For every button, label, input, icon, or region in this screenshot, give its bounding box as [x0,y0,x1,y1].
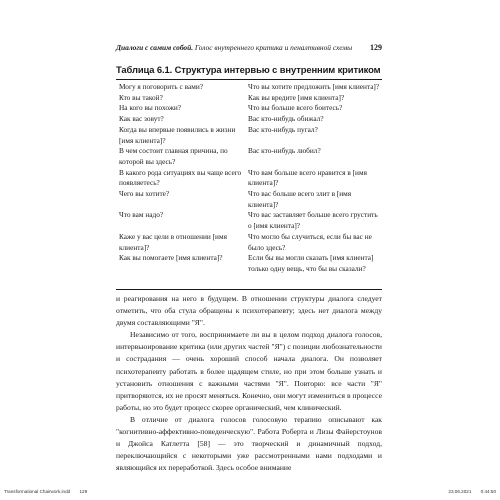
table-row [119,93,381,104]
paragraph: В отличие от диалога голосов голосовую терапию описывают как "когнитивно-аффективно-поведенческую". Работа Роберта и Лизы Файерстоунов и Джойса Катлетта [58] — это творческий и динамичный подход, переключающийся с некоторыми уже рассмотренными нами подходами и являющийся их переработкой. Здесь особое внимание [116,414,382,473]
question-cell: В какого рода ситуациях вы чаще всего появляетесь? [119,167,242,188]
table-row [119,103,381,114]
paragraph: Независимо от того, воспринимаете ли вы в целом подход диалога голосов, интервьюирование критика (или других частей "Я") с позиции любознательности и сострадания — очень хороший способ начала диалога. Он позволяет психотерапевту работать в более щадящем стиле, но при этом больше узнать и установить отношения с важными частями "Я". Повторю: все части "Я" притворяются, их не просят меняться. Конечно, они могут измениться в процессе работы, но это будет процесс скорее органический, чем клинический. [116,330,382,412]
footer-page: 129 [79,489,88,494]
follow-up-question-cell: Что вас больше всего злит в [имя клиента]? [248,189,352,209]
question-cell: Кто вы такой? [119,92,163,102]
follow-up-question-cell: Что могло бы случиться, если бы вас не было здесь? [248,231,372,252]
table-row [119,189,381,210]
question-cell: Как вы помогаете [имя клиента]? [119,253,223,263]
follow-up-question-cell: Вас кто-нибудь пугал? [248,124,318,134]
footer-time: 0:44:50 [480,489,496,494]
table-row [119,125,381,146]
question-cell: На кого вы похожи? [119,103,182,113]
question-cell: Могу я поговорить с вами? [119,82,203,91]
table-row [119,114,381,125]
running-head [116,43,382,52]
question-cell: Чего вы хотите? [119,189,170,199]
table-top-rule [116,79,382,80]
question-cell: Как вас зовут? [119,114,164,124]
follow-up-question-cell: Если бы вы могли сказать [имя клиента] только одну вещь, что бы вы сказали? [248,253,374,273]
table-row [119,146,381,167]
follow-up-question-cell: Что вы больше всего боитесь? [248,103,343,113]
footer-date: 23.06.2021 [448,489,472,494]
follow-up-question-cell: Вас кто-нибудь любил? [248,146,321,156]
question-cell: Каже у вас цели в отношении [имя клиента]? [119,231,227,252]
interview-table [119,82,381,275]
paragraph: и реагирования на него в будущем. В отношении структуры диалога следует отметить, что оба стула обращены к психотерапевту; здесь нет диалога между двумя составляющими "Я". [116,294,382,328]
table-row [119,253,381,274]
running-head-text [116,43,352,52]
question-cell: Что вам надо? [119,210,164,220]
table-row [119,232,381,253]
table-row [119,168,381,189]
question-cell: Когда вы впервые появились в жизни [имя клиента]? [119,124,236,145]
follow-up-question-cell: Вас кто-нибудь обижал? [248,114,324,124]
page-number: 129 [370,43,382,52]
table-bottom-rule [116,289,382,290]
question-cell: В чем состоит главная причина, по которой вы здесь? [119,146,228,166]
body-text [116,293,382,474]
table-row [119,82,381,93]
chapter-subtitle: Голос внутреннего критика и пеналтивной схемы [194,43,353,52]
follow-up-question-cell: Как вы вредите [имя клиента]? [248,92,345,102]
print-footer [4,489,496,494]
chapter-title: Диалоги с самим собой. [116,43,194,52]
follow-up-question-cell: Что вам больше всего нравится в [имя клиента]? [248,167,367,188]
table-caption: Таблица 6.1. Структура интервью с внутренним критиком [116,64,381,75]
table-row [119,210,381,231]
follow-up-question-cell: Что вас заставляет больше всего грустить о [имя клиента]? [248,210,378,231]
follow-up-question-cell: Что вы хотите предложить [имя клиента]? [248,82,380,91]
footer-file-name: Transformational Chairwork.indd [4,489,71,494]
